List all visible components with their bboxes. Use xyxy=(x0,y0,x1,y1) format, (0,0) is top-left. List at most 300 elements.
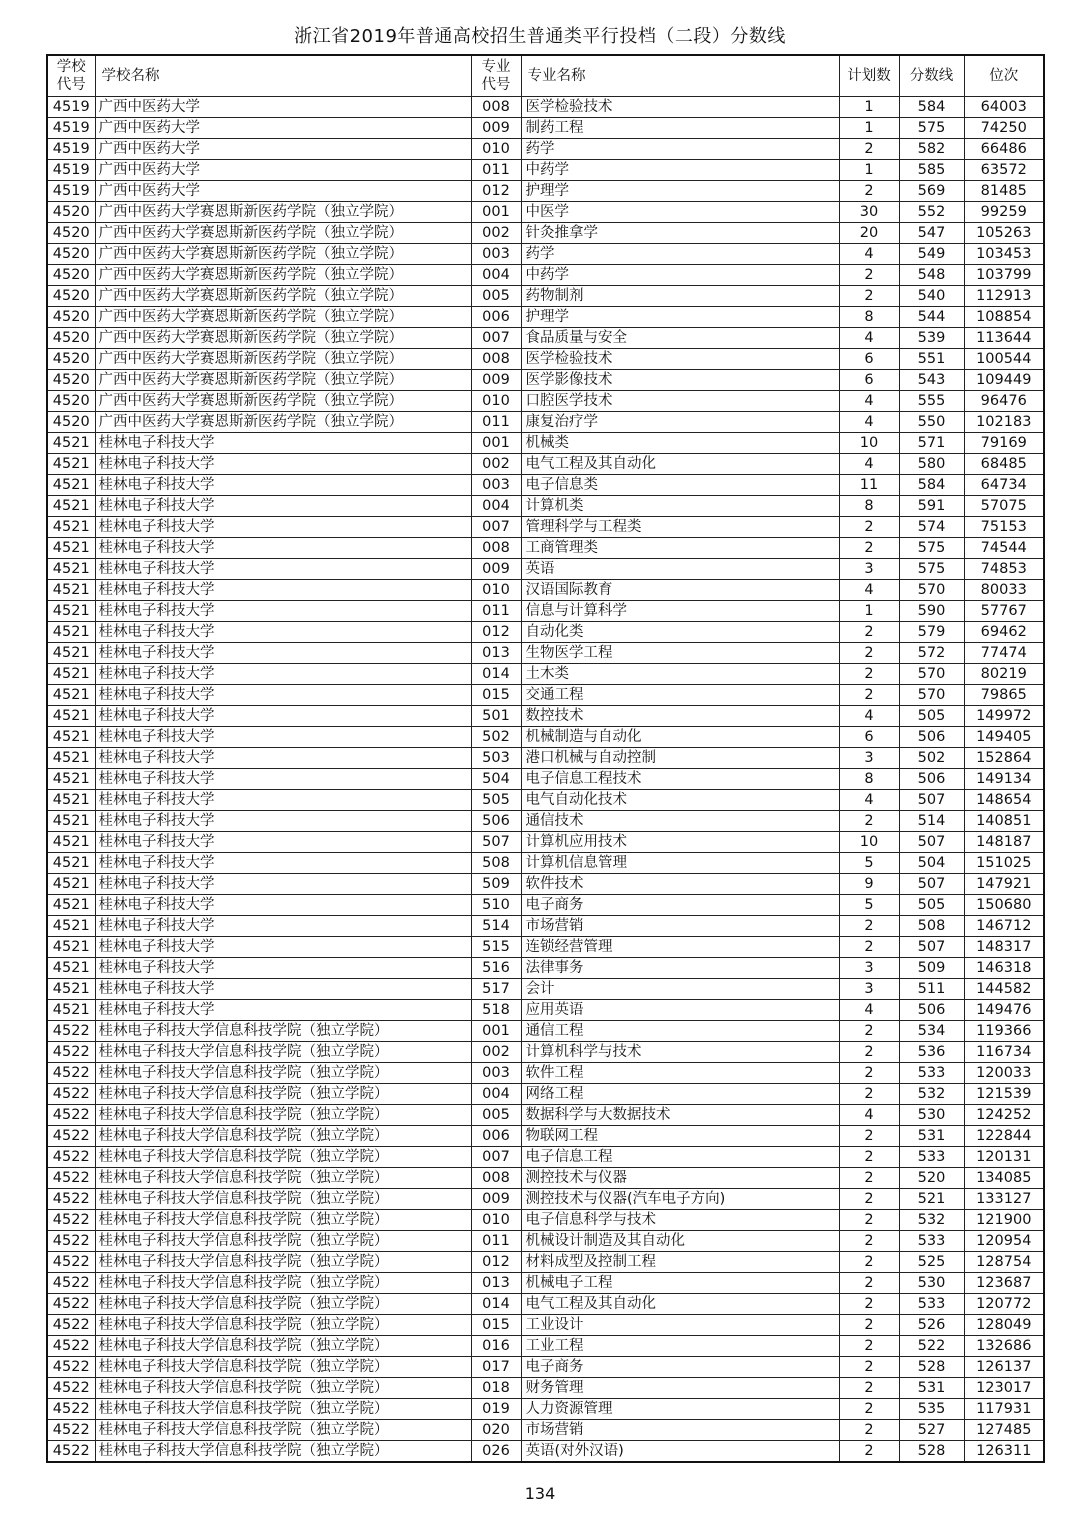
school-code-cell: 4521 xyxy=(47,832,95,853)
plan-cell: 4 xyxy=(839,412,899,433)
major-name-cell: 英语(对外汉语) xyxy=(521,1441,839,1463)
rank-cell: 124252 xyxy=(964,1105,1044,1126)
school-name-cell: 桂林电子科技大学信息科技学院（独立学院） xyxy=(95,1420,471,1441)
school-name-cell: 桂林电子科技大学 xyxy=(95,811,471,832)
major-name-cell: 电子信息工程技术 xyxy=(521,769,839,790)
plan-cell: 2 xyxy=(839,1063,899,1084)
table-row xyxy=(47,1126,1044,1147)
major-code-cell: 012 xyxy=(471,1252,521,1273)
rank-cell: 96476 xyxy=(964,391,1044,412)
rank-cell: 149972 xyxy=(964,706,1044,727)
rank-cell: 79865 xyxy=(964,685,1044,706)
rank-cell: 66486 xyxy=(964,139,1044,160)
school-code-cell: 4522 xyxy=(47,1294,95,1315)
rank-cell: 74544 xyxy=(964,538,1044,559)
rank-cell: 147921 xyxy=(964,874,1044,895)
rank-cell: 120131 xyxy=(964,1147,1044,1168)
score-cell: 505 xyxy=(899,706,964,727)
table-row xyxy=(47,643,1044,664)
rank-cell: 100544 xyxy=(964,349,1044,370)
school-name-cell: 广西中医药大学 xyxy=(95,181,471,202)
score-cell: 575 xyxy=(899,559,964,580)
table-row xyxy=(47,1147,1044,1168)
rank-cell: 64734 xyxy=(964,475,1044,496)
school-code-cell: 4520 xyxy=(47,244,95,265)
school-code-cell: 4519 xyxy=(47,97,95,118)
score-cell: 571 xyxy=(899,433,964,454)
plan-cell: 2 xyxy=(839,937,899,958)
school-name-cell: 桂林电子科技大学 xyxy=(95,895,471,916)
school-code-cell: 4521 xyxy=(47,769,95,790)
major-code-cell: 504 xyxy=(471,769,521,790)
score-cell: 507 xyxy=(899,832,964,853)
score-cell: 502 xyxy=(899,748,964,769)
school-code-cell: 4520 xyxy=(47,307,95,328)
school-code-cell: 4522 xyxy=(47,1273,95,1294)
table-row xyxy=(47,748,1044,769)
table-row xyxy=(47,1042,1044,1063)
major-name-cell: 电子信息工程 xyxy=(521,1147,839,1168)
header-major-code xyxy=(471,55,521,97)
plan-cell: 3 xyxy=(839,979,899,1000)
table-row xyxy=(47,727,1044,748)
major-code-cell: 010 xyxy=(471,580,521,601)
table-row xyxy=(47,475,1044,496)
score-cell: 531 xyxy=(899,1378,964,1399)
rank-cell: 128754 xyxy=(964,1252,1044,1273)
school-name-cell: 桂林电子科技大学信息科技学院（独立学院） xyxy=(95,1105,471,1126)
table-row xyxy=(47,1084,1044,1105)
major-code-cell: 002 xyxy=(471,223,521,244)
rank-cell: 148317 xyxy=(964,937,1044,958)
school-code-cell: 4519 xyxy=(47,160,95,181)
school-code-cell: 4521 xyxy=(47,958,95,979)
major-code-cell: 008 xyxy=(471,97,521,118)
rank-cell: 120033 xyxy=(964,1063,1044,1084)
school-code-cell: 4520 xyxy=(47,286,95,307)
rank-cell: 57075 xyxy=(964,496,1044,517)
score-cell: 551 xyxy=(899,349,964,370)
major-name-cell: 计算机信息管理 xyxy=(521,853,839,874)
school-name-cell: 桂林电子科技大学 xyxy=(95,1000,471,1021)
school-code-cell: 4522 xyxy=(47,1042,95,1063)
score-cell: 528 xyxy=(899,1441,964,1463)
major-name-cell: 应用英语 xyxy=(521,1000,839,1021)
table-row xyxy=(47,790,1044,811)
major-code-cell: 012 xyxy=(471,622,521,643)
plan-cell: 2 xyxy=(839,1147,899,1168)
plan-cell: 5 xyxy=(839,895,899,916)
page-number: 134 xyxy=(524,1484,556,1503)
page-title: 浙江省2019年普通高校招生普通类平行投档（二段）分数线 xyxy=(294,26,786,47)
major-name-cell: 软件工程 xyxy=(521,1063,839,1084)
school-name-cell: 桂林电子科技大学信息科技学院（独立学院） xyxy=(95,1021,471,1042)
header-school-code-line1: 学校 xyxy=(56,59,86,75)
school-code-cell: 4520 xyxy=(47,349,95,370)
major-code-cell: 010 xyxy=(471,1210,521,1231)
school-name-cell: 桂林电子科技大学 xyxy=(95,601,471,622)
table-row xyxy=(47,1210,1044,1231)
plan-cell: 10 xyxy=(839,433,899,454)
major-code-cell: 026 xyxy=(471,1441,521,1463)
school-code-cell: 4521 xyxy=(47,748,95,769)
major-name-cell: 电子信息科学与技术 xyxy=(521,1210,839,1231)
rank-cell: 81485 xyxy=(964,181,1044,202)
major-name-cell: 生物医学工程 xyxy=(521,643,839,664)
score-cell: 527 xyxy=(899,1420,964,1441)
plan-cell: 20 xyxy=(839,223,899,244)
plan-cell: 6 xyxy=(839,727,899,748)
school-code-cell: 4522 xyxy=(47,1378,95,1399)
plan-cell: 2 xyxy=(839,1252,899,1273)
school-name-cell: 桂林电子科技大学信息科技学院（独立学院） xyxy=(95,1294,471,1315)
score-cell: 547 xyxy=(899,223,964,244)
score-cell: 579 xyxy=(899,622,964,643)
table-row xyxy=(47,307,1044,328)
school-code-cell: 4519 xyxy=(47,118,95,139)
major-code-cell: 002 xyxy=(471,1042,521,1063)
school-code-cell: 4522 xyxy=(47,1063,95,1084)
score-cell: 539 xyxy=(899,328,964,349)
school-name-cell: 桂林电子科技大学 xyxy=(95,517,471,538)
table-row xyxy=(47,811,1044,832)
major-code-cell: 001 xyxy=(471,202,521,223)
plan-cell: 2 xyxy=(839,1399,899,1420)
school-code-cell: 4522 xyxy=(47,1336,95,1357)
table-row xyxy=(47,937,1044,958)
school-code-cell: 4521 xyxy=(47,790,95,811)
school-code-cell: 4521 xyxy=(47,559,95,580)
header-plan: 计划数 xyxy=(839,55,899,97)
plan-cell: 30 xyxy=(839,202,899,223)
plan-cell: 11 xyxy=(839,475,899,496)
major-name-cell: 会计 xyxy=(521,979,839,1000)
major-code-cell: 001 xyxy=(471,433,521,454)
rank-cell: 57767 xyxy=(964,601,1044,622)
school-name-cell: 桂林电子科技大学 xyxy=(95,706,471,727)
school-name-cell: 桂林电子科技大学 xyxy=(95,622,471,643)
major-code-cell: 514 xyxy=(471,916,521,937)
major-name-cell: 中药学 xyxy=(521,160,839,181)
major-code-cell: 011 xyxy=(471,1231,521,1252)
major-name-cell: 测控技术与仪器(汽车电子方向) xyxy=(521,1189,839,1210)
plan-cell: 3 xyxy=(839,958,899,979)
table-row xyxy=(47,349,1044,370)
rank-cell: 102183 xyxy=(964,412,1044,433)
major-code-cell: 016 xyxy=(471,1336,521,1357)
school-code-cell: 4521 xyxy=(47,475,95,496)
major-code-cell: 009 xyxy=(471,559,521,580)
rank-cell: 150680 xyxy=(964,895,1044,916)
school-code-cell: 4521 xyxy=(47,1000,95,1021)
school-code-cell: 4520 xyxy=(47,223,95,244)
school-name-cell: 广西中医药大学赛恩斯新医药学院（独立学院） xyxy=(95,286,471,307)
score-cell: 505 xyxy=(899,895,964,916)
major-name-cell: 康复治疗学 xyxy=(521,412,839,433)
plan-cell: 9 xyxy=(839,874,899,895)
table-row xyxy=(47,454,1044,475)
score-cell: 549 xyxy=(899,244,964,265)
major-code-cell: 020 xyxy=(471,1420,521,1441)
major-code-cell: 019 xyxy=(471,1399,521,1420)
school-name-cell: 桂林电子科技大学信息科技学院（独立学院） xyxy=(95,1378,471,1399)
plan-cell: 2 xyxy=(839,1231,899,1252)
rank-cell: 146318 xyxy=(964,958,1044,979)
table-row xyxy=(47,1189,1044,1210)
score-table xyxy=(46,54,1045,1463)
score-cell: 534 xyxy=(899,1021,964,1042)
rank-cell: 149476 xyxy=(964,1000,1044,1021)
major-code-cell: 007 xyxy=(471,517,521,538)
rank-cell: 144582 xyxy=(964,979,1044,1000)
school-name-cell: 桂林电子科技大学信息科技学院（独立学院） xyxy=(95,1399,471,1420)
major-name-cell: 工业设计 xyxy=(521,1315,839,1336)
major-name-cell: 医学检验技术 xyxy=(521,97,839,118)
major-name-cell: 电子商务 xyxy=(521,895,839,916)
score-cell: 584 xyxy=(899,97,964,118)
table-row xyxy=(47,559,1044,580)
rank-cell: 120954 xyxy=(964,1231,1044,1252)
table-row xyxy=(47,1441,1044,1463)
table-row xyxy=(47,580,1044,601)
school-code-cell: 4521 xyxy=(47,895,95,916)
major-name-cell: 药学 xyxy=(521,244,839,265)
table-row xyxy=(47,328,1044,349)
school-name-cell: 桂林电子科技大学信息科技学院（独立学院） xyxy=(95,1441,471,1463)
score-cell: 520 xyxy=(899,1168,964,1189)
major-code-cell: 008 xyxy=(471,538,521,559)
score-cell: 540 xyxy=(899,286,964,307)
plan-cell: 6 xyxy=(839,349,899,370)
rank-cell: 149405 xyxy=(964,727,1044,748)
score-cell: 584 xyxy=(899,475,964,496)
major-name-cell: 软件技术 xyxy=(521,874,839,895)
major-name-cell: 港口机械与自动控制 xyxy=(521,748,839,769)
major-code-cell: 010 xyxy=(471,391,521,412)
plan-cell: 10 xyxy=(839,832,899,853)
score-cell: 555 xyxy=(899,391,964,412)
table-row xyxy=(47,1315,1044,1336)
plan-cell: 1 xyxy=(839,118,899,139)
table-row xyxy=(47,706,1044,727)
table-row xyxy=(47,1357,1044,1378)
plan-cell: 2 xyxy=(839,916,899,937)
plan-cell: 2 xyxy=(839,181,899,202)
major-name-cell: 口腔医学技术 xyxy=(521,391,839,412)
plan-cell: 2 xyxy=(839,1378,899,1399)
score-cell: 526 xyxy=(899,1315,964,1336)
plan-cell: 3 xyxy=(839,559,899,580)
score-cell: 506 xyxy=(899,1000,964,1021)
table-row xyxy=(47,1378,1044,1399)
school-name-cell: 桂林电子科技大学 xyxy=(95,685,471,706)
table-row xyxy=(47,1420,1044,1441)
school-name-cell: 广西中医药大学 xyxy=(95,97,471,118)
table-body xyxy=(47,97,1044,1463)
major-name-cell: 食品质量与安全 xyxy=(521,328,839,349)
header-major-code-line2: 代号 xyxy=(481,77,511,93)
school-code-cell: 4521 xyxy=(47,685,95,706)
rank-cell: 148654 xyxy=(964,790,1044,811)
table-row xyxy=(47,1294,1044,1315)
school-name-cell: 桂林电子科技大学 xyxy=(95,790,471,811)
plan-cell: 2 xyxy=(839,1126,899,1147)
plan-cell: 2 xyxy=(839,1210,899,1231)
major-code-cell: 010 xyxy=(471,139,521,160)
school-name-cell: 桂林电子科技大学信息科技学院（独立学院） xyxy=(95,1210,471,1231)
rank-cell: 116734 xyxy=(964,1042,1044,1063)
major-code-cell: 507 xyxy=(471,832,521,853)
school-name-cell: 桂林电子科技大学信息科技学院（独立学院） xyxy=(95,1147,471,1168)
major-code-cell: 004 xyxy=(471,265,521,286)
school-name-cell: 桂林电子科技大学 xyxy=(95,496,471,517)
rank-cell: 64003 xyxy=(964,97,1044,118)
score-cell: 591 xyxy=(899,496,964,517)
school-name-cell: 桂林电子科技大学信息科技学院（独立学院） xyxy=(95,1357,471,1378)
school-code-cell: 4521 xyxy=(47,706,95,727)
rank-cell: 109449 xyxy=(964,370,1044,391)
school-name-cell: 桂林电子科技大学 xyxy=(95,916,471,937)
major-code-cell: 508 xyxy=(471,853,521,874)
major-name-cell: 中医学 xyxy=(521,202,839,223)
rank-cell: 151025 xyxy=(964,853,1044,874)
major-code-cell: 008 xyxy=(471,349,521,370)
major-name-cell: 医学影像技术 xyxy=(521,370,839,391)
table-row xyxy=(47,244,1044,265)
plan-cell: 4 xyxy=(839,328,899,349)
plan-cell: 2 xyxy=(839,538,899,559)
plan-cell: 2 xyxy=(839,1315,899,1336)
school-code-cell: 4522 xyxy=(47,1315,95,1336)
school-name-cell: 桂林电子科技大学 xyxy=(95,727,471,748)
major-name-cell: 市场营销 xyxy=(521,916,839,937)
rank-cell: 128049 xyxy=(964,1315,1044,1336)
school-code-cell: 4520 xyxy=(47,202,95,223)
major-name-cell: 通信工程 xyxy=(521,1021,839,1042)
table-row xyxy=(47,370,1044,391)
school-code-cell: 4520 xyxy=(47,265,95,286)
table-row xyxy=(47,895,1044,916)
plan-cell: 2 xyxy=(839,1336,899,1357)
score-cell: 514 xyxy=(899,811,964,832)
major-name-cell: 法律事务 xyxy=(521,958,839,979)
major-name-cell: 人力资源管理 xyxy=(521,1399,839,1420)
major-code-cell: 011 xyxy=(471,601,521,622)
table-row xyxy=(47,181,1044,202)
school-name-cell: 广西中医药大学赛恩斯新医药学院（独立学院） xyxy=(95,370,471,391)
school-code-cell: 4522 xyxy=(47,1357,95,1378)
school-code-cell: 4521 xyxy=(47,664,95,685)
table-row xyxy=(47,391,1044,412)
major-name-cell: 计算机科学与技术 xyxy=(521,1042,839,1063)
score-cell: 522 xyxy=(899,1336,964,1357)
score-cell: 509 xyxy=(899,958,964,979)
table-row xyxy=(47,979,1044,1000)
rank-cell: 126137 xyxy=(964,1357,1044,1378)
major-name-cell: 材料成型及控制工程 xyxy=(521,1252,839,1273)
score-cell: 570 xyxy=(899,580,964,601)
school-code-cell: 4519 xyxy=(47,139,95,160)
major-code-cell: 510 xyxy=(471,895,521,916)
table-row xyxy=(47,958,1044,979)
major-code-cell: 506 xyxy=(471,811,521,832)
rank-cell: 122844 xyxy=(964,1126,1044,1147)
score-cell: 531 xyxy=(899,1126,964,1147)
school-name-cell: 桂林电子科技大学信息科技学院（独立学院） xyxy=(95,1231,471,1252)
score-cell: 533 xyxy=(899,1231,964,1252)
school-name-cell: 桂林电子科技大学信息科技学院（独立学院） xyxy=(95,1063,471,1084)
score-cell: 533 xyxy=(899,1294,964,1315)
header-score: 分数线 xyxy=(899,55,964,97)
school-name-cell: 桂林电子科技大学 xyxy=(95,664,471,685)
table-row xyxy=(47,118,1044,139)
rank-cell: 117931 xyxy=(964,1399,1044,1420)
school-code-cell: 4520 xyxy=(47,391,95,412)
major-name-cell: 药学 xyxy=(521,139,839,160)
major-name-cell: 计算机应用技术 xyxy=(521,832,839,853)
score-cell: 506 xyxy=(899,769,964,790)
plan-cell: 2 xyxy=(839,1420,899,1441)
major-code-cell: 014 xyxy=(471,664,521,685)
score-cell: 575 xyxy=(899,538,964,559)
school-name-cell: 桂林电子科技大学 xyxy=(95,538,471,559)
major-code-cell: 006 xyxy=(471,307,521,328)
major-name-cell: 护理学 xyxy=(521,181,839,202)
plan-cell: 5 xyxy=(839,853,899,874)
school-name-cell: 广西中医药大学赛恩斯新医药学院（独立学院） xyxy=(95,244,471,265)
plan-cell: 2 xyxy=(839,1357,899,1378)
school-code-cell: 4521 xyxy=(47,622,95,643)
table-row xyxy=(47,1105,1044,1126)
plan-cell: 2 xyxy=(839,1189,899,1210)
score-cell: 507 xyxy=(899,790,964,811)
plan-cell: 6 xyxy=(839,370,899,391)
major-name-cell: 机械电子工程 xyxy=(521,1273,839,1294)
table-row xyxy=(47,202,1044,223)
rank-cell: 119366 xyxy=(964,1021,1044,1042)
table-row xyxy=(47,538,1044,559)
school-name-cell: 桂林电子科技大学 xyxy=(95,958,471,979)
major-name-cell: 计算机类 xyxy=(521,496,839,517)
major-name-cell: 针灸推拿学 xyxy=(521,223,839,244)
school-name-cell: 桂林电子科技大学 xyxy=(95,853,471,874)
score-cell: 575 xyxy=(899,118,964,139)
plan-cell: 2 xyxy=(839,139,899,160)
major-name-cell: 电子商务 xyxy=(521,1357,839,1378)
school-code-cell: 4522 xyxy=(47,1441,95,1463)
score-cell: 585 xyxy=(899,160,964,181)
score-cell: 521 xyxy=(899,1189,964,1210)
score-cell: 548 xyxy=(899,265,964,286)
rank-cell: 79169 xyxy=(964,433,1044,454)
rank-cell: 132686 xyxy=(964,1336,1044,1357)
school-code-cell: 4521 xyxy=(47,811,95,832)
school-code-cell: 4521 xyxy=(47,643,95,664)
plan-cell: 2 xyxy=(839,811,899,832)
score-cell: 535 xyxy=(899,1399,964,1420)
rank-cell: 133127 xyxy=(964,1189,1044,1210)
score-cell: 533 xyxy=(899,1147,964,1168)
plan-cell: 3 xyxy=(839,748,899,769)
school-name-cell: 桂林电子科技大学 xyxy=(95,475,471,496)
plan-cell: 2 xyxy=(839,1042,899,1063)
major-code-cell: 004 xyxy=(471,496,521,517)
school-code-cell: 4521 xyxy=(47,727,95,748)
school-name-cell: 桂林电子科技大学信息科技学院（独立学院） xyxy=(95,1168,471,1189)
major-name-cell: 药物制剂 xyxy=(521,286,839,307)
school-name-cell: 广西中医药大学赛恩斯新医药学院（独立学院） xyxy=(95,265,471,286)
table-row xyxy=(47,1168,1044,1189)
